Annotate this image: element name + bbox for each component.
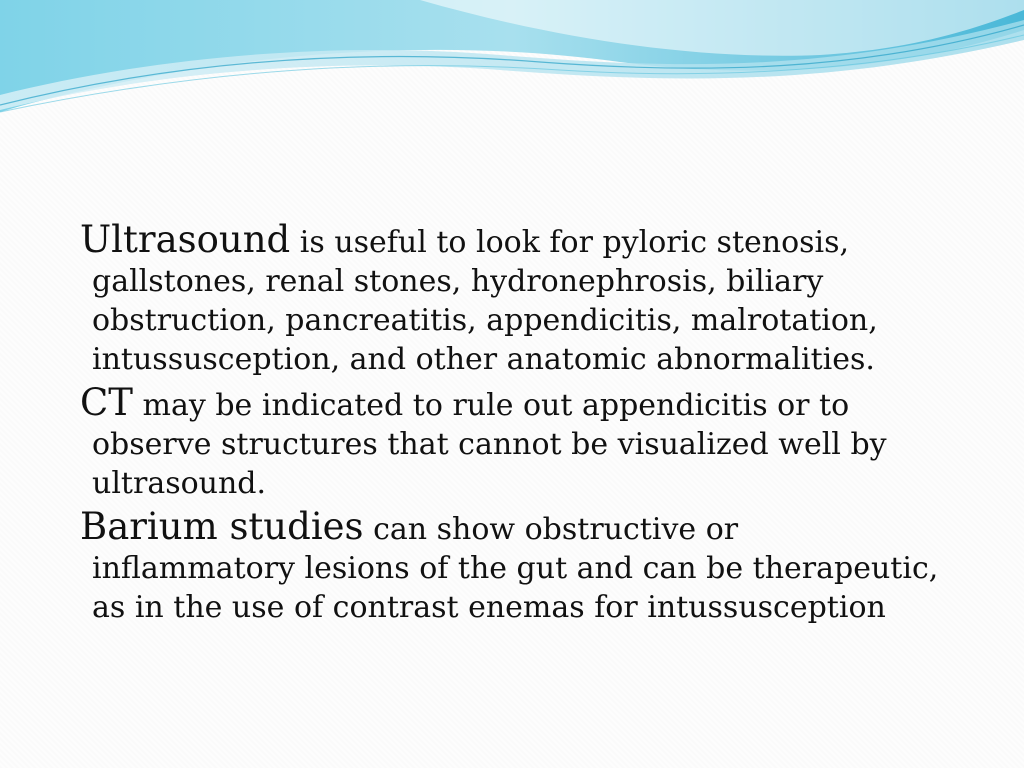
ultrasound-lead: Ultrasound xyxy=(80,218,291,261)
barium-text: can show obstructive or inflammatory lesions of the gut and can be therapeutic, as in the use of contrast enemas for intussusception xyxy=(92,512,939,625)
ct-lead: CT xyxy=(80,381,133,424)
barium-paragraph xyxy=(80,507,940,627)
ultrasound-paragraph xyxy=(80,220,940,379)
ultrasound-text: is useful to look for pyloric stenosis, gallstones, renal stones, hydronephrosis, biliary obstruction, pancreatitis, appendicitis, malrotation, intussusception, and other anatomic abnormalities. xyxy=(92,225,878,377)
barium-lead: Barium studies xyxy=(80,505,364,548)
ct-paragraph xyxy=(80,383,940,503)
slide-body xyxy=(80,220,940,631)
ct-text: may be indicated to rule out appendicitis or to observe structures that cannot be visualized well by ultrasound. xyxy=(92,388,887,501)
header-wave-decoration xyxy=(0,0,1024,130)
